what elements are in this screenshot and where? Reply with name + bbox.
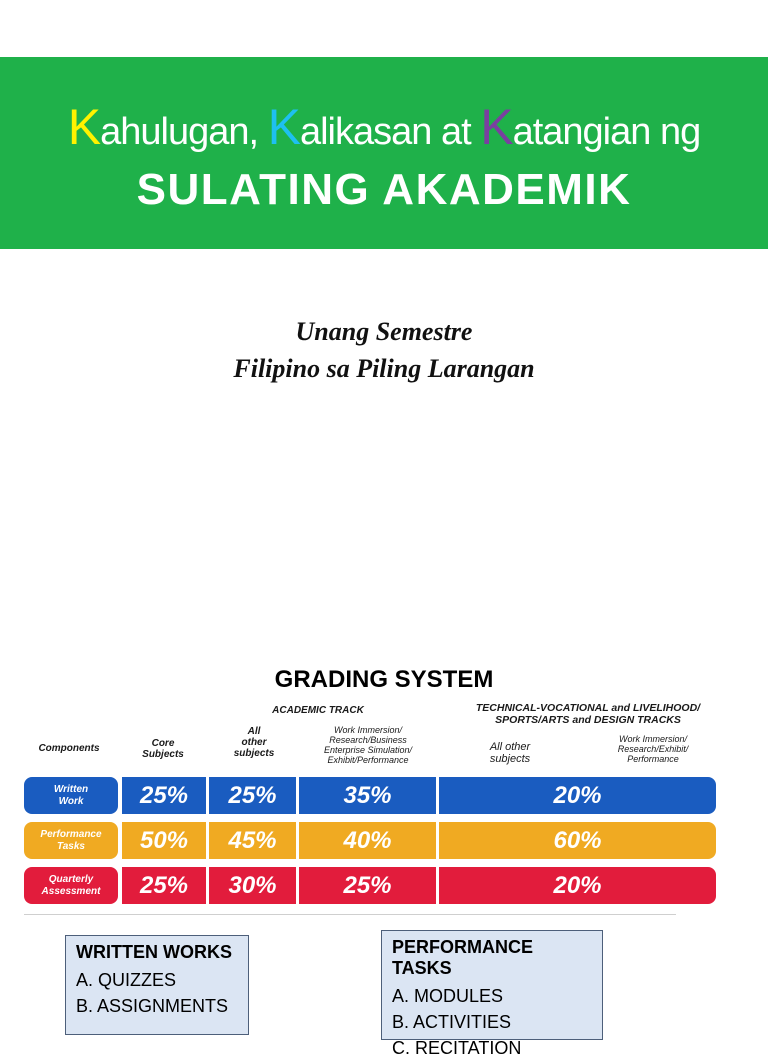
performance-tasks-item: B. ACTIVITIES: [392, 1012, 512, 1032]
performance-tasks-title: PERFORMANCE TASKS: [392, 937, 534, 978]
cell-performance-work: 40%: [299, 822, 436, 859]
written-works-item: A. QUIZZES: [76, 970, 177, 990]
grading-system-title: GRADING SYSTEM: [274, 666, 494, 693]
header-core-line-1: Core: [151, 738, 175, 749]
performance-tasks-item: C. RECITATION: [392, 1038, 522, 1058]
header-tvl-all-other-line-1: All other: [489, 741, 531, 753]
header-components: Components: [38, 743, 100, 754]
cell-written-tvl: 20%: [439, 777, 716, 814]
title-part-1: ahulugan,: [100, 111, 268, 153]
header-tvl-track-line-1: TECHNICAL-VOCATIONAL and LIVELIHOOD/: [475, 702, 701, 714]
subtitle-course: Filipino sa Piling Larangan: [233, 354, 535, 383]
header-tvl-work-line-2: Research/Exhibit/: [617, 744, 689, 755]
cell-written-work: 35%: [299, 777, 436, 814]
cell-quarterly-core: 25%: [122, 867, 206, 904]
cell-written-core: 25%: [122, 777, 206, 814]
header-all-other-line-2: other: [241, 737, 267, 749]
header-all-other-subjects: [214, 726, 294, 760]
header-core-subjects: [126, 738, 200, 760]
header-work-line-3: Enterprise Simulation/: [323, 745, 413, 756]
title-part-3: alikasan at: [299, 111, 481, 153]
table-divider: [24, 914, 676, 915]
title-part-4: K: [480, 99, 513, 155]
header-academic-track: ACADEMIC TRACK: [272, 705, 364, 716]
cell-quarterly-work: 25%: [299, 867, 436, 904]
performance-tasks-box: [381, 930, 603, 1058]
header-work-line-1: Work Immersion/: [333, 725, 402, 735]
title-part-2: K: [267, 99, 300, 155]
row-label-performance-tasks: Performance Tasks: [24, 822, 118, 859]
cell-performance-tvl: 60%: [439, 822, 716, 859]
header-core-line-2: Subjects: [142, 749, 184, 761]
written-works-box: [65, 935, 249, 1035]
header-tvl-work-immersion: [590, 734, 716, 764]
title-line-1: [0, 98, 768, 156]
title-line-2: SULATING AKADEMIK: [136, 165, 632, 214]
written-works-item: B. ASSIGNMENTS: [76, 996, 229, 1016]
written-works-title: WRITTEN WORKS: [76, 942, 232, 962]
title-part-5: atangian ng: [512, 111, 701, 153]
header-work-line-2: Research/Business: [329, 735, 407, 746]
title-part-0: K: [67, 99, 101, 155]
header-work-immersion: [300, 725, 436, 765]
header-tvl-track: [440, 703, 736, 727]
cell-quarterly-tvl: 20%: [439, 867, 716, 904]
header-all-other-line-3: subjects: [233, 748, 275, 760]
header-all-other-line-1: All: [247, 726, 261, 737]
subtitle-semester: Unang Semestre: [295, 317, 473, 346]
row-label-written-work: Written Work: [24, 777, 118, 814]
header-tvl-work-line-3: Performance: [627, 754, 679, 765]
header-tvl-work-line-1: Work Immersion/: [618, 734, 687, 744]
cell-performance-other: 45%: [209, 822, 296, 859]
performance-tasks-item: A. MODULES: [392, 986, 504, 1006]
header-tvl-all-other: [460, 741, 560, 766]
header-work-line-4: Exhibit/Performance: [327, 755, 409, 766]
cell-quarterly-other: 30%: [209, 867, 296, 904]
header-tvl-all-other-line-2: subjects: [489, 753, 531, 766]
row-label-quarterly-assessment: Quarterly Assessment: [24, 867, 118, 904]
cell-performance-core: 50%: [122, 822, 206, 859]
cell-written-other: 25%: [209, 777, 296, 814]
header-tvl-track-line-2: SPORTS/ARTS and DESIGN TRACKS: [495, 713, 681, 726]
